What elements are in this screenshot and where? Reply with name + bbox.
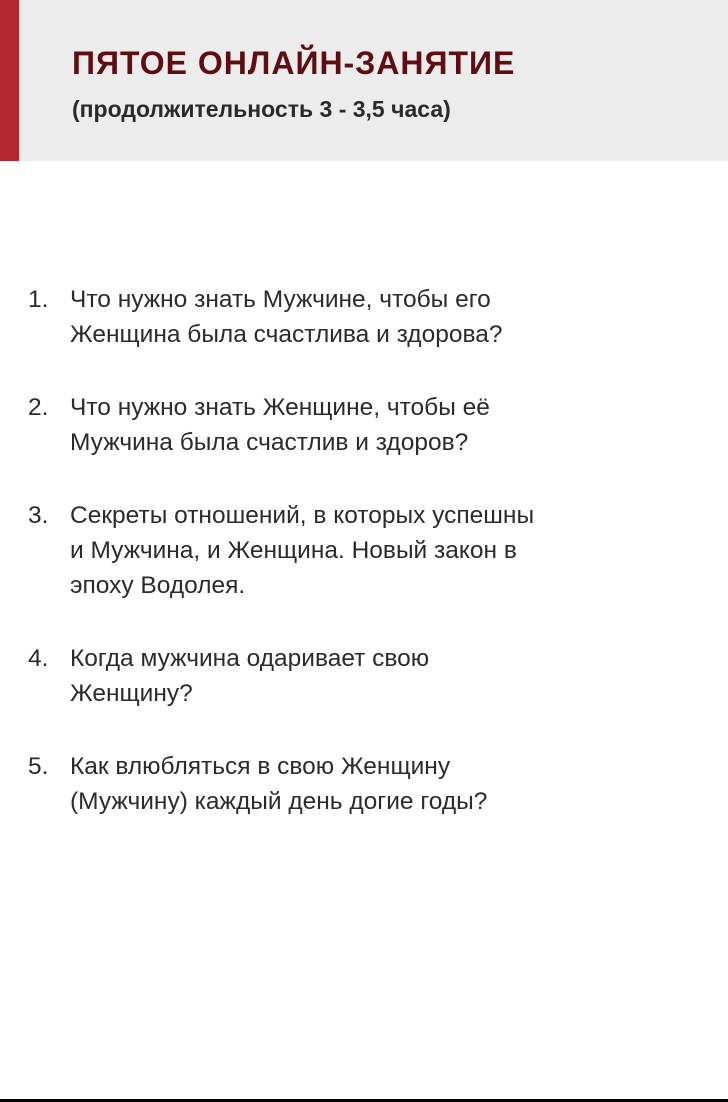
item-number: 3. (28, 502, 49, 529)
topic-list (28, 282, 708, 857)
item-text-line: Когда мужчина одаривает свою (70, 645, 430, 672)
item-text-line: (Мужчину) каждый день догие годы? (70, 788, 488, 815)
item-text-line: Что нужно знать Женщине, чтобы её (70, 394, 490, 421)
lesson-header (0, 0, 728, 161)
item-text (70, 282, 708, 352)
item-number: 5. (28, 753, 49, 780)
item-text (70, 498, 708, 603)
list-item (28, 498, 708, 603)
list-item (28, 641, 708, 711)
item-number: 4. (28, 645, 49, 672)
lesson-duration: (продолжительность 3 - 3,5 часа) (72, 96, 451, 122)
item-text-line: Как влюбляться в свою Женщину (70, 753, 451, 780)
item-number: 2. (28, 394, 49, 421)
accent-bar (0, 0, 19, 161)
item-text-line: Что нужно знать Мужчине, чтобы его (70, 286, 491, 313)
item-text-line: Секреты отношений, в которых успешны (70, 502, 535, 529)
lesson-title: ПЯТОЕ ОНЛАЙН-ЗАНЯТИЕ (72, 45, 516, 81)
item-text (70, 641, 708, 711)
list-item (28, 282, 708, 352)
list-item (28, 390, 708, 460)
item-text-line: эпоху Водолея. (70, 572, 246, 599)
item-text-line: Мужчина была счастлив и здоров? (70, 429, 469, 456)
item-text (70, 749, 708, 819)
item-text-line: Женщину? (70, 680, 193, 707)
item-text-line: и Мужчина, и Женщина. Новый закон в (70, 537, 517, 564)
item-number: 1. (28, 286, 49, 313)
item-text (70, 390, 708, 460)
item-text-line: Женщина была счастлива и здорова? (70, 321, 503, 348)
list-item (28, 749, 708, 819)
